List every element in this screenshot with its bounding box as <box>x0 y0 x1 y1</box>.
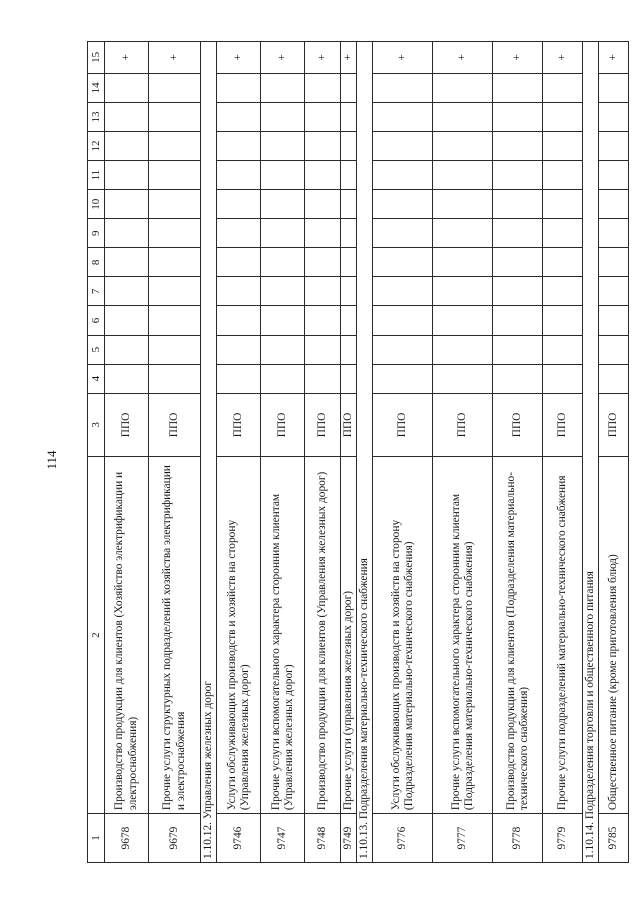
table-row <box>493 42 543 863</box>
row-code: 9749 <box>341 814 357 863</box>
empty-cell <box>433 190 493 219</box>
empty-cell <box>543 73 583 102</box>
empty-cell <box>305 219 341 248</box>
empty-cell <box>105 161 149 190</box>
row-mark: + <box>149 42 201 74</box>
empty-cell <box>493 219 543 248</box>
empty-cell <box>599 161 629 190</box>
empty-cell <box>543 102 583 131</box>
table-row <box>599 42 629 863</box>
row-name: Общественное питание (кроме приготовления блюд) <box>599 457 629 814</box>
empty-cell <box>105 190 149 219</box>
column-header: 15 <box>88 42 105 74</box>
empty-cell <box>341 161 357 190</box>
column-header: 2 <box>88 457 105 814</box>
row-name: Услуги обслуживающих производств и хозяйств на сторону (Подразделения материально-технического снабжения) <box>373 457 433 814</box>
column-header: 3 <box>88 393 105 456</box>
row-unit: ППО <box>149 393 201 456</box>
empty-cell <box>261 248 305 277</box>
column-header: 13 <box>88 102 105 131</box>
empty-cell <box>433 219 493 248</box>
empty-cell <box>105 102 149 131</box>
empty-cell <box>261 364 305 393</box>
row-unit: ППО <box>305 393 341 456</box>
empty-cell <box>105 131 149 160</box>
row-code: 9777 <box>433 814 493 863</box>
empty-cell <box>105 219 149 248</box>
empty-cell <box>493 306 543 335</box>
row-mark: + <box>433 42 493 74</box>
column-header: 8 <box>88 248 105 277</box>
empty-cell <box>433 73 493 102</box>
empty-cell <box>543 335 583 364</box>
column-header: 1 <box>88 814 105 863</box>
row-unit: ППО <box>599 393 629 456</box>
empty-cell <box>599 248 629 277</box>
row-mark: + <box>599 42 629 74</box>
empty-cell <box>341 306 357 335</box>
empty-cell <box>543 161 583 190</box>
row-mark: + <box>373 42 433 74</box>
empty-cell <box>543 306 583 335</box>
empty-cell <box>543 277 583 306</box>
empty-cell <box>149 73 201 102</box>
section-row <box>357 42 373 863</box>
empty-cell <box>305 277 341 306</box>
row-unit: ППО <box>105 393 149 456</box>
empty-cell <box>261 306 305 335</box>
section-row <box>583 42 599 863</box>
row-unit: ППО <box>493 393 543 456</box>
row-code: 9785 <box>599 814 629 863</box>
column-header: 10 <box>88 190 105 219</box>
empty-cell <box>149 364 201 393</box>
row-name: Производство продукции для клиентов (Управления железных дорог) <box>305 457 341 814</box>
row-code: 9747 <box>261 814 305 863</box>
empty-cell <box>305 190 341 219</box>
empty-cell <box>341 219 357 248</box>
empty-cell <box>373 190 433 219</box>
empty-cell <box>217 335 261 364</box>
row-code: 9746 <box>217 814 261 863</box>
empty-cell <box>543 131 583 160</box>
empty-cell <box>305 131 341 160</box>
empty-cell <box>493 335 543 364</box>
row-mark: + <box>105 42 149 74</box>
rotated-table-area <box>87 41 620 863</box>
empty-cell <box>149 335 201 364</box>
empty-cell <box>217 277 261 306</box>
empty-cell <box>373 248 433 277</box>
row-mark: + <box>493 42 543 74</box>
empty-cell <box>149 306 201 335</box>
empty-cell <box>433 131 493 160</box>
empty-cell <box>105 248 149 277</box>
section-title: 1.10.14. Подразделения торговли и общественного питания <box>583 42 599 863</box>
empty-cell <box>373 335 433 364</box>
empty-cell <box>149 161 201 190</box>
column-header: 7 <box>88 277 105 306</box>
row-code: 9778 <box>493 814 543 863</box>
row-unit: ППО <box>261 393 305 456</box>
empty-cell <box>599 131 629 160</box>
empty-cell <box>217 131 261 160</box>
empty-cell <box>149 219 201 248</box>
empty-cell <box>493 190 543 219</box>
empty-cell <box>149 131 201 160</box>
empty-cell <box>305 102 341 131</box>
empty-cell <box>599 190 629 219</box>
table-body <box>105 42 629 863</box>
empty-cell <box>305 364 341 393</box>
empty-cell <box>599 102 629 131</box>
column-header: 12 <box>88 131 105 160</box>
empty-cell <box>105 73 149 102</box>
empty-cell <box>149 277 201 306</box>
empty-cell <box>341 102 357 131</box>
empty-cell <box>543 190 583 219</box>
row-mark: + <box>341 42 357 74</box>
data-table <box>87 41 629 863</box>
empty-cell <box>493 161 543 190</box>
empty-cell <box>341 277 357 306</box>
empty-cell <box>261 277 305 306</box>
row-unit: ППО <box>373 393 433 456</box>
empty-cell <box>105 335 149 364</box>
row-name: Прочие услуги структурных подразделений хозяйства электрификации и электроснабжения <box>149 457 201 814</box>
empty-cell <box>217 190 261 219</box>
row-code: 9678 <box>105 814 149 863</box>
table-row <box>341 42 357 863</box>
empty-cell <box>149 102 201 131</box>
empty-cell <box>341 248 357 277</box>
column-header: 4 <box>88 364 105 393</box>
empty-cell <box>149 190 201 219</box>
row-name: Прочие услуги вспомогательного характера сторонним клиентам (Подразделения материально-технического снабжения) <box>433 457 493 814</box>
empty-cell <box>493 248 543 277</box>
empty-cell <box>373 102 433 131</box>
empty-cell <box>341 73 357 102</box>
empty-cell <box>543 248 583 277</box>
empty-cell <box>217 364 261 393</box>
empty-cell <box>433 161 493 190</box>
empty-cell <box>373 161 433 190</box>
table-row <box>433 42 493 863</box>
empty-cell <box>433 248 493 277</box>
row-name: Прочие услуги вспомогательного характера сторонним клиентам (Управления железных дорог) <box>261 457 305 814</box>
empty-cell <box>305 248 341 277</box>
empty-cell <box>373 364 433 393</box>
empty-cell <box>261 335 305 364</box>
empty-cell <box>373 219 433 248</box>
row-name: Производство продукции для клиентов (Подразделения материально-технического снабжения) <box>493 457 543 814</box>
empty-cell <box>149 248 201 277</box>
table-row <box>105 42 149 863</box>
empty-cell <box>599 364 629 393</box>
row-code: 9779 <box>543 814 583 863</box>
empty-cell <box>341 364 357 393</box>
empty-cell <box>261 131 305 160</box>
empty-cell <box>217 306 261 335</box>
row-name: Производство продукции для клиентов (Хозяйство электрификации и электроснабжения) <box>105 457 149 814</box>
empty-cell <box>493 102 543 131</box>
empty-cell <box>599 306 629 335</box>
section-title: 1.10.13. Подразделения материально-технического снабжения <box>357 42 373 863</box>
empty-cell <box>305 73 341 102</box>
section-title: 1.10.12. Управления железных дорог <box>201 42 217 863</box>
empty-cell <box>433 102 493 131</box>
row-code: 9776 <box>373 814 433 863</box>
empty-cell <box>599 335 629 364</box>
empty-cell <box>433 335 493 364</box>
empty-cell <box>261 190 305 219</box>
row-code: 9748 <box>305 814 341 863</box>
empty-cell <box>217 219 261 248</box>
empty-cell <box>493 131 543 160</box>
row-unit: ППО <box>217 393 261 456</box>
empty-cell <box>599 73 629 102</box>
table-row <box>543 42 583 863</box>
row-unit: ППО <box>433 393 493 456</box>
empty-cell <box>261 73 305 102</box>
empty-cell <box>599 219 629 248</box>
section-row <box>201 42 217 863</box>
empty-cell <box>217 161 261 190</box>
empty-cell <box>341 131 357 160</box>
empty-cell <box>105 364 149 393</box>
row-mark: + <box>261 42 305 74</box>
empty-cell <box>305 306 341 335</box>
row-name: Услуги обслуживающих производств и хозяйств на сторону (Управления железных дорог) <box>217 457 261 814</box>
column-header: 5 <box>88 335 105 364</box>
empty-cell <box>493 277 543 306</box>
table-row <box>261 42 305 863</box>
empty-cell <box>261 161 305 190</box>
empty-cell <box>105 306 149 335</box>
row-mark: + <box>217 42 261 74</box>
table-row <box>217 42 261 863</box>
empty-cell <box>599 277 629 306</box>
empty-cell <box>433 277 493 306</box>
column-header: 11 <box>88 161 105 190</box>
empty-cell <box>217 102 261 131</box>
page-number: 114 <box>44 450 59 470</box>
empty-cell <box>341 335 357 364</box>
empty-cell <box>105 277 149 306</box>
row-code: 9679 <box>149 814 201 863</box>
header-row <box>88 42 105 863</box>
row-name: Прочие услуги (управления железных дорог) <box>341 457 357 814</box>
empty-cell <box>261 219 305 248</box>
row-name: Прочие услуги подразделений материально-технического снабжения <box>543 457 583 814</box>
empty-cell <box>217 73 261 102</box>
column-header: 6 <box>88 306 105 335</box>
empty-cell <box>433 306 493 335</box>
row-mark: + <box>305 42 341 74</box>
empty-cell <box>373 73 433 102</box>
empty-cell <box>373 277 433 306</box>
row-mark: + <box>543 42 583 74</box>
empty-cell <box>543 364 583 393</box>
empty-cell <box>217 248 261 277</box>
empty-cell <box>261 102 305 131</box>
column-header: 9 <box>88 219 105 248</box>
empty-cell <box>305 335 341 364</box>
empty-cell <box>543 219 583 248</box>
row-unit: ППО <box>341 393 357 456</box>
table-row <box>373 42 433 863</box>
empty-cell <box>373 306 433 335</box>
table-row <box>305 42 341 863</box>
table-row <box>149 42 201 863</box>
row-unit: ППО <box>543 393 583 456</box>
empty-cell <box>373 131 433 160</box>
empty-cell <box>433 364 493 393</box>
column-header: 14 <box>88 73 105 102</box>
empty-cell <box>493 73 543 102</box>
empty-cell <box>493 364 543 393</box>
empty-cell <box>305 161 341 190</box>
empty-cell <box>341 190 357 219</box>
